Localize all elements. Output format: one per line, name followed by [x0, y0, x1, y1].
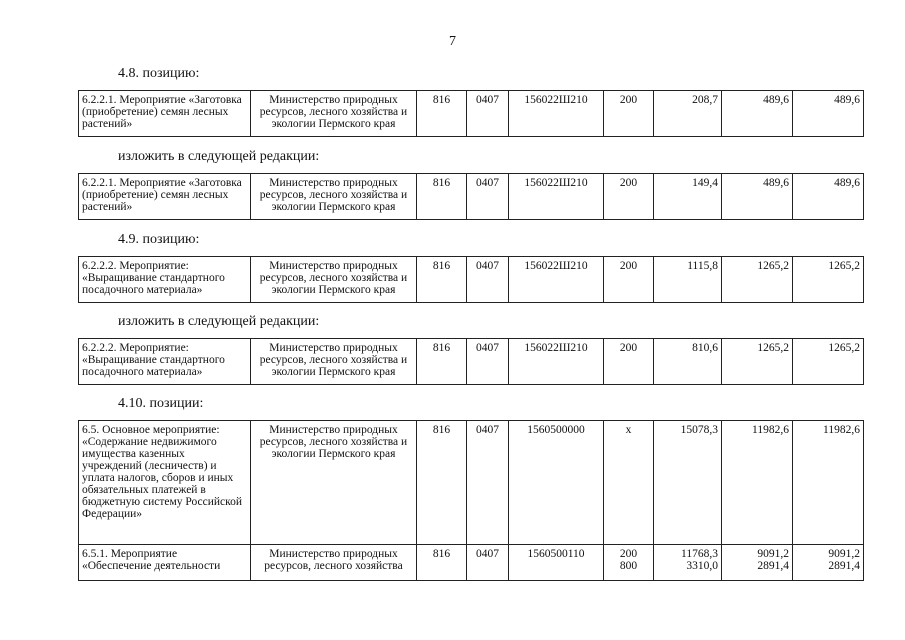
cell-name: 6.5. Основное мероприятие: «Содержание недвижимого имущества казенных учреждений (лесничеств) и уплата налогов, сборов и иных обязательных платежей в бюджетную систему Российской Федерации»: [79, 421, 251, 545]
cell-vr-line-2: 800: [619, 560, 638, 572]
cell-value-2: 1265,2: [722, 257, 793, 303]
cell-org: Министерство природных ресурсов, лесного хозяйства: [251, 545, 417, 581]
cell-value-3: [793, 545, 864, 581]
table-4-8-old: [78, 90, 864, 137]
cell-grbs: 816: [417, 257, 467, 303]
cell-name: 6.2.2.1. Мероприятие «Заготовка (приобретение) семян лесных растений»: [79, 91, 251, 137]
cell-org: Министерство природных ресурсов, лесного хозяйства и экологии Пермского края: [251, 339, 417, 385]
cell-value-1: 15078,3: [654, 421, 722, 545]
section-heading-4-10: 4.10. позиции:: [118, 396, 204, 411]
section-heading-4-8: 4.8. позицию:: [118, 66, 200, 81]
cell-value-1: [654, 545, 722, 581]
table-4-8-new: [78, 173, 864, 220]
cell-grbs: 816: [417, 421, 467, 545]
cell-csr: 1560500000: [509, 421, 604, 545]
table-4-9-new: [78, 338, 864, 385]
cell-grbs: 816: [417, 174, 467, 220]
cell-rzpr: 0407: [467, 545, 509, 581]
cell-csr: 156022Ш210: [509, 91, 604, 137]
cell-rzpr: 0407: [467, 174, 509, 220]
cell-vr-line-1: 200: [619, 548, 638, 560]
cell-grbs: 816: [417, 339, 467, 385]
cell-value-3: 1265,2: [793, 257, 864, 303]
cell-value-3: 489,6: [793, 91, 864, 137]
section-heading-4-9: 4.9. позицию:: [118, 232, 200, 247]
cell-name: 6.5.1. Мероприятие «Обеспечение деятельности: [79, 545, 251, 581]
cell-vr: 200: [604, 257, 654, 303]
cell-rzpr: 0407: [467, 421, 509, 545]
cell-org: Министерство природных ресурсов, лесного хозяйства и экологии Пермского края: [251, 91, 417, 137]
table-row: [79, 421, 864, 545]
cell-rzpr: 0407: [467, 257, 509, 303]
cell-csr: 156022Ш210: [509, 257, 604, 303]
cell-vr: [604, 545, 654, 581]
cell-value-1-line-1: 11768,3: [681, 548, 718, 560]
cell-value-2: 1265,2: [722, 339, 793, 385]
cell-value-1: 1115,8: [654, 257, 722, 303]
cell-vr: 200: [604, 339, 654, 385]
cell-vr: х: [604, 421, 654, 545]
cell-value-2-line-2: 2891,4: [757, 560, 789, 572]
cell-rzpr: 0407: [467, 339, 509, 385]
cell-csr: 156022Ш210: [509, 174, 604, 220]
cell-value-2: 489,6: [722, 174, 793, 220]
page-number: 7: [449, 34, 456, 49]
cell-csr: 1560500110: [509, 545, 604, 581]
table-row: [79, 174, 864, 220]
cell-org: Министерство природных ресурсов, лесного хозяйства и экологии Пермского края: [251, 257, 417, 303]
cell-value-1: 149,4: [654, 174, 722, 220]
cell-value-2: [722, 545, 793, 581]
cell-value-2: 11982,6: [722, 421, 793, 545]
table-4-9-old: [78, 256, 864, 303]
cell-value-1: 208,7: [654, 91, 722, 137]
cell-grbs: 816: [417, 545, 467, 581]
section-heading-new-edition: изложить в следующей редакции:: [118, 149, 320, 164]
cell-value-2-line-1: 9091,2: [757, 548, 789, 560]
table-row: [79, 545, 864, 581]
table-row: [79, 257, 864, 303]
cell-name: 6.2.2.2. Мероприятие: «Выращивание стандартного посадочного материала»: [79, 257, 251, 303]
cell-value-3: 11982,6: [793, 421, 864, 545]
cell-name: 6.2.2.2. Мероприятие: «Выращивание стандартного посадочного материала»: [79, 339, 251, 385]
cell-vr: 200: [604, 91, 654, 137]
cell-value-2: 489,6: [722, 91, 793, 137]
cell-value-3-line-1: 9091,2: [828, 548, 860, 560]
cell-rzpr: 0407: [467, 91, 509, 137]
table-4-10: [78, 420, 864, 581]
cell-value-1: 810,6: [654, 339, 722, 385]
cell-value-3-line-2: 2891,4: [828, 560, 860, 572]
cell-value-3: 489,6: [793, 174, 864, 220]
cell-name: 6.2.2.1. Мероприятие «Заготовка (приобретение) семян лесных растений»: [79, 174, 251, 220]
cell-grbs: 816: [417, 91, 467, 137]
table-row: [79, 339, 864, 385]
section-heading-new-edition-2: изложить в следующей редакции:: [118, 314, 320, 329]
cell-vr: 200: [604, 174, 654, 220]
cell-csr: 156022Ш210: [509, 339, 604, 385]
cell-value-3: 1265,2: [793, 339, 864, 385]
table-row: [79, 91, 864, 137]
cell-value-1-line-2: 3310,0: [686, 560, 718, 572]
cell-org: Министерство природных ресурсов, лесного хозяйства и экологии Пермского края: [251, 421, 417, 545]
cell-org: Министерство природных ресурсов, лесного хозяйства и экологии Пермского края: [251, 174, 417, 220]
